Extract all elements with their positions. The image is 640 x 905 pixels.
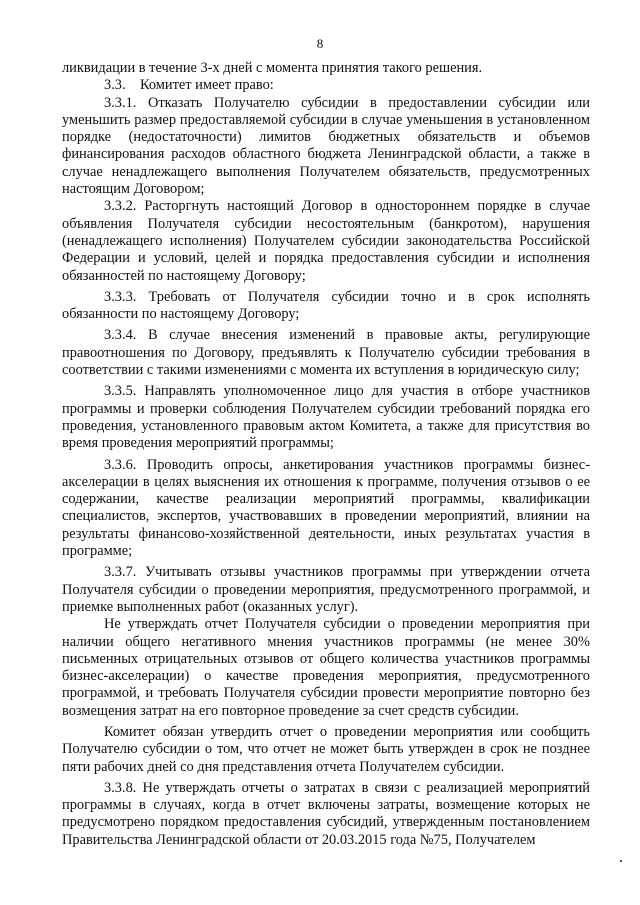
paragraph-3-3-1: 3.3.1. Отказать Получателю субсидии в предоставлении субсидии или уменьшить размер предоставляемой субсидии в случае уменьшения в установленном порядке (недостаточности) лимитов бюджетных обязательств и объемов финансирования расходов областного бюджета Ленинградской области, а также в случае ненадлежащего выполнения Получателем обязательств, предусмотренных настоящим Договором; bbox=[62, 94, 590, 198]
paragraph-liquidation-continuation: ликвидации в течение 3-х дней с момента принятия такого решения. bbox=[62, 60, 483, 76]
paragraph-3-3-2: 3.3.2. Расторгнуть настоящий Договор в одностороннем порядке в случае объявления Получателя субсидии несостоятельным (банкротом), нарушения (ненадлежащего исполнения) Получателем субсидии законодательства Российской Федерации и условий, целей и порядка предоставления субсидии и исполнения обязанностей по настоящему Договору; bbox=[62, 198, 590, 284]
paragraph-3-3-5: 3.3.5. Направлять уполномоченное лицо для участия в отборе участников программы и проверки соблюдения Получателем субсидии требований порядка его проведения, установленного правовым актом Комитета, а также для присутствия во время проведения мероприятий программы; bbox=[62, 383, 590, 452]
paragraph-3-3-heading: 3.3. Комитет имеет право: bbox=[104, 77, 274, 94]
paragraph-3-3-6: 3.3.6. Проводить опросы, анкетирования участников программы бизнес-акселерации в целях выяснения их отношения к программе, получения отзывов о ее содержании, качестве реализации мероприятий программы, квалификации специалистов, экспертов, участвовавших в проведении мероприятий, влиянии на результаты финансово-хозяйственной деятельности, иных результатах участия в программе; bbox=[62, 456, 590, 560]
document-body bbox=[62, 60, 590, 849]
paragraph-3-3-8: 3.3.8. Не утверждать отчеты о затратах в связи с реализацией мероприятий программы в случаях, когда в отчет включены затраты, возмещение которых не предусмотрено порядком предоставления субсидий, утвержденным постановлением Правительства Ленинградской области от 20.03.2015 года №75, Получателем bbox=[62, 779, 590, 848]
paragraph-not-approve-report: Не утверждать отчет Получателя субсидии о проведении мероприятия при наличии общего негативного мнения участников программы (не менее 30% письменных отрицательных отзывов от общего количества участников программы бизнес-акселерации) о качестве проведения мероприятия, предусмотренного программой, и требовать Получателя субсидии провести мероприятие повторно без возмещения затрат на его повторное проведение за счет средств субсидии. bbox=[62, 616, 590, 719]
page-number: 8 bbox=[316, 36, 324, 51]
scan-speck bbox=[620, 860, 622, 862]
paragraph-committee-obligation: Комитет обязан утвердить отчет о проведении мероприятия или сообщить Получателю субсидии о том, что отчет не может быть утвержден в срок не позднее пяти рабочих дней со дня представления отчета Получателем субсидии. bbox=[62, 723, 590, 775]
paragraph-3-3-7: 3.3.7. Учитывать отзывы участников программы при утверждении отчета Получателя субсидии о проведении мероприятия, предусмотренного программой, и приемке выполненных работ (оказанных услуг). bbox=[62, 564, 590, 615]
paragraph-3-3-4: 3.3.4. В случае внесения изменений в правовые акты, регулирующие правоотношения по Договору, предъявлять к Получателю субсидии требования в соответствии с такими изменениями с момента их вступления в юридическую силу; bbox=[62, 327, 590, 379]
paragraph-3-3-3: 3.3.3. Требовать от Получателя субсидии точно и в срок исполнять обязанности по настоящему Договору; bbox=[62, 288, 590, 323]
